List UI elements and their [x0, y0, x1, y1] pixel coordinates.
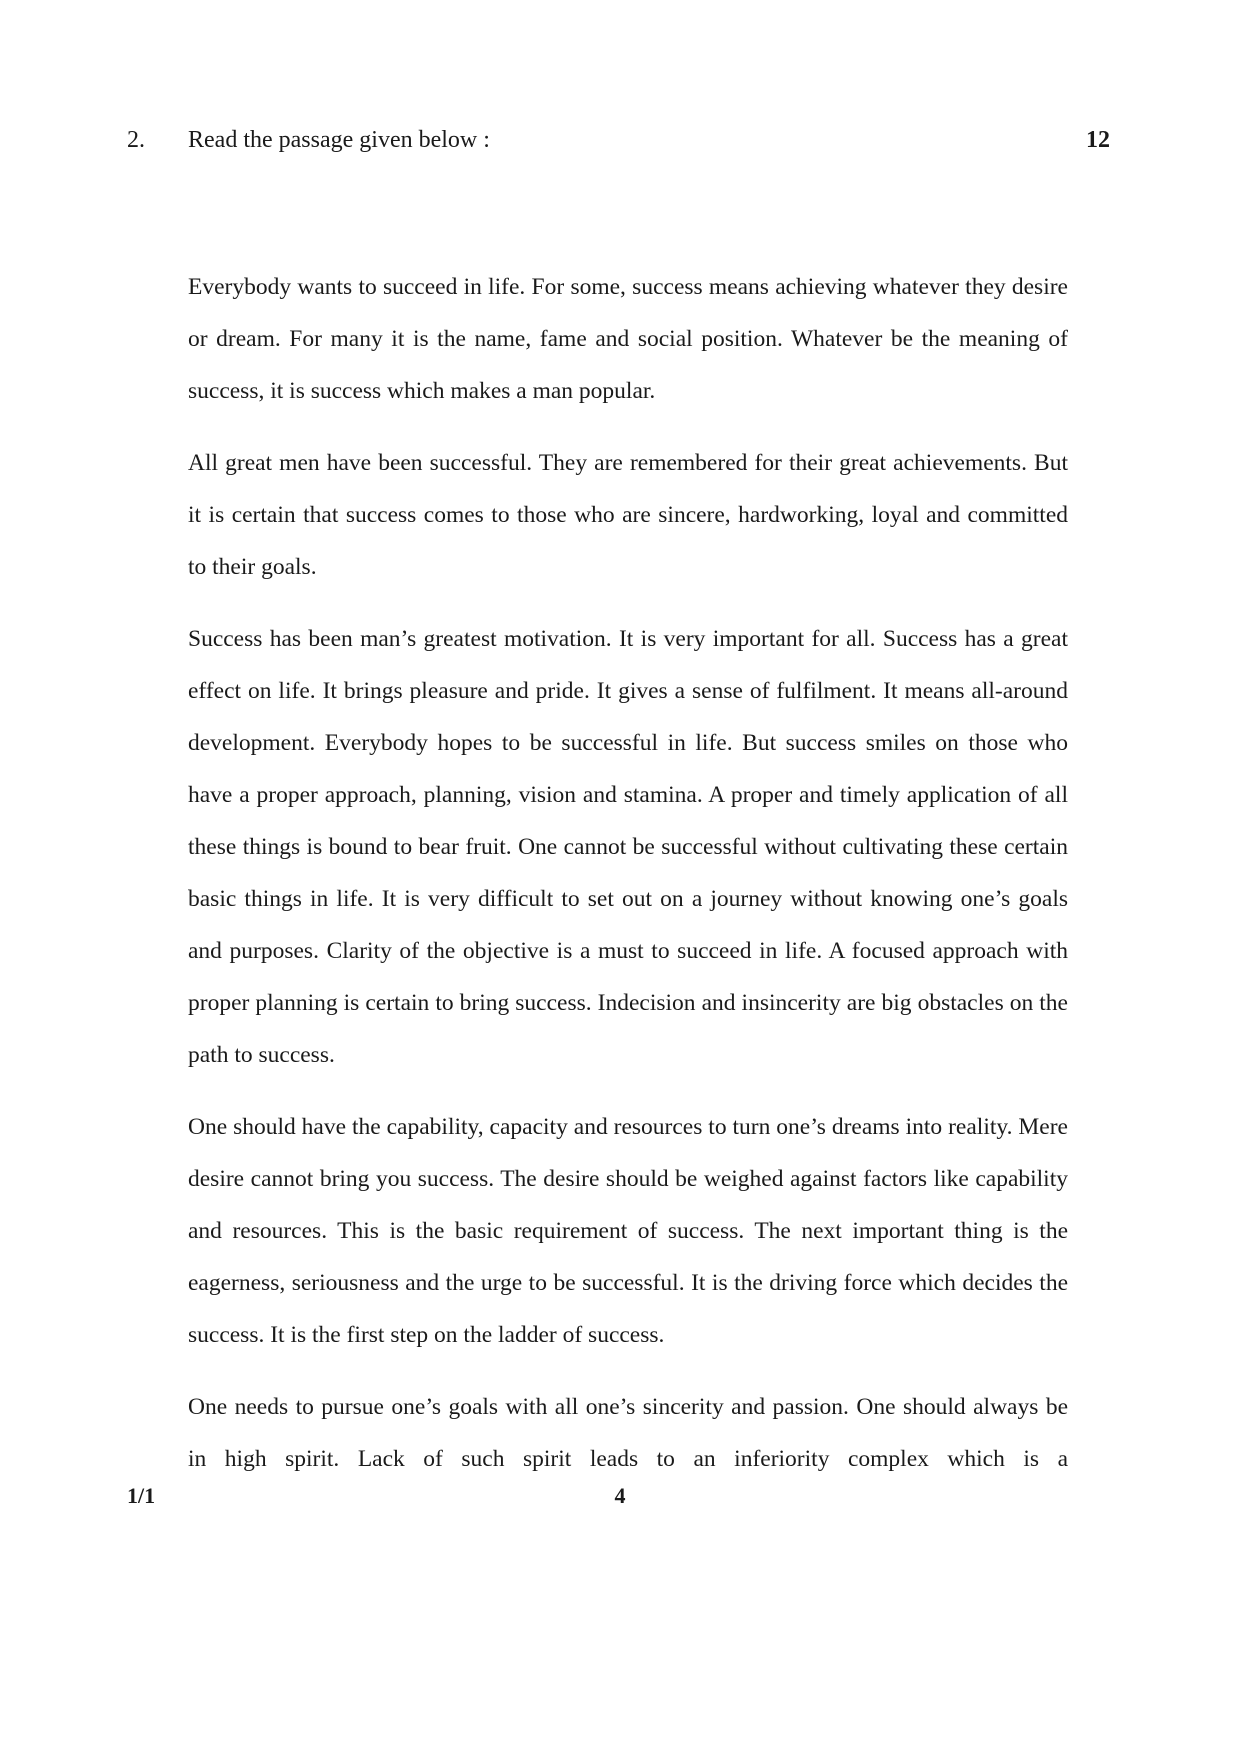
passage-paragraph-1: Everybody wants to succeed in life. For some, success means achieving whatever they desire or dream. For many it is the name, fame and social position. Whatever be the meaning of success, it is success which makes a man popular.: [188, 274, 1068, 404]
passage-paragraph-5: One needs to pursue one’s goals with all one’s sincerity and passion. One should always be in high spirit. Lack of such spirit leads to an inferiority complex which is a: [188, 1394, 1068, 1472]
passage-paragraph-2: All great men have been successful. They are remembered for their great achievements. But it is certain that success comes to those who are sincere, hardworking, loyal and committed to their goals.: [188, 450, 1068, 580]
footer-code: 1/1: [127, 1483, 156, 1508]
passage-paragraph-3: Success has been man’s greatest motivation. It is very important for all. Success has a great effect on life. It brings pleasure and pride. It gives a sense of fulfilment. It means all-around development. Everybody hopes to be successful in life. But success smiles on those who have a proper approach, planning, vision and stamina. A proper and timely application of all these things is bound to bear fruit. One cannot be successful without cultivating these certain basic things in life. It is very difficult to set out on a journey without knowing one’s goals and purposes. Clarity of the objective is a must to succeed in life. A focused approach with proper planning is certain to bring success. Indecision and insincerity are big obstacles on the path to success.: [188, 626, 1068, 1068]
passage-paragraph-4: One should have the capability, capacity and resources to turn one’s dreams into reality. Mere desire cannot bring you success. The desire should be weighed against factors like capability and resources. This is the basic requirement of success. The next important thing is the eagerness, seriousness and the urge to be successful. It is the driving force which decides the success. It is the first step on the ladder of success.: [188, 1114, 1068, 1348]
question-number: 2.: [127, 127, 145, 153]
reading-passage: [188, 261, 1068, 1505]
question-instruction: Read the passage given below :: [188, 127, 490, 153]
footer-page-number: 4: [614, 1483, 626, 1508]
question-marks: 12: [1086, 127, 1110, 153]
